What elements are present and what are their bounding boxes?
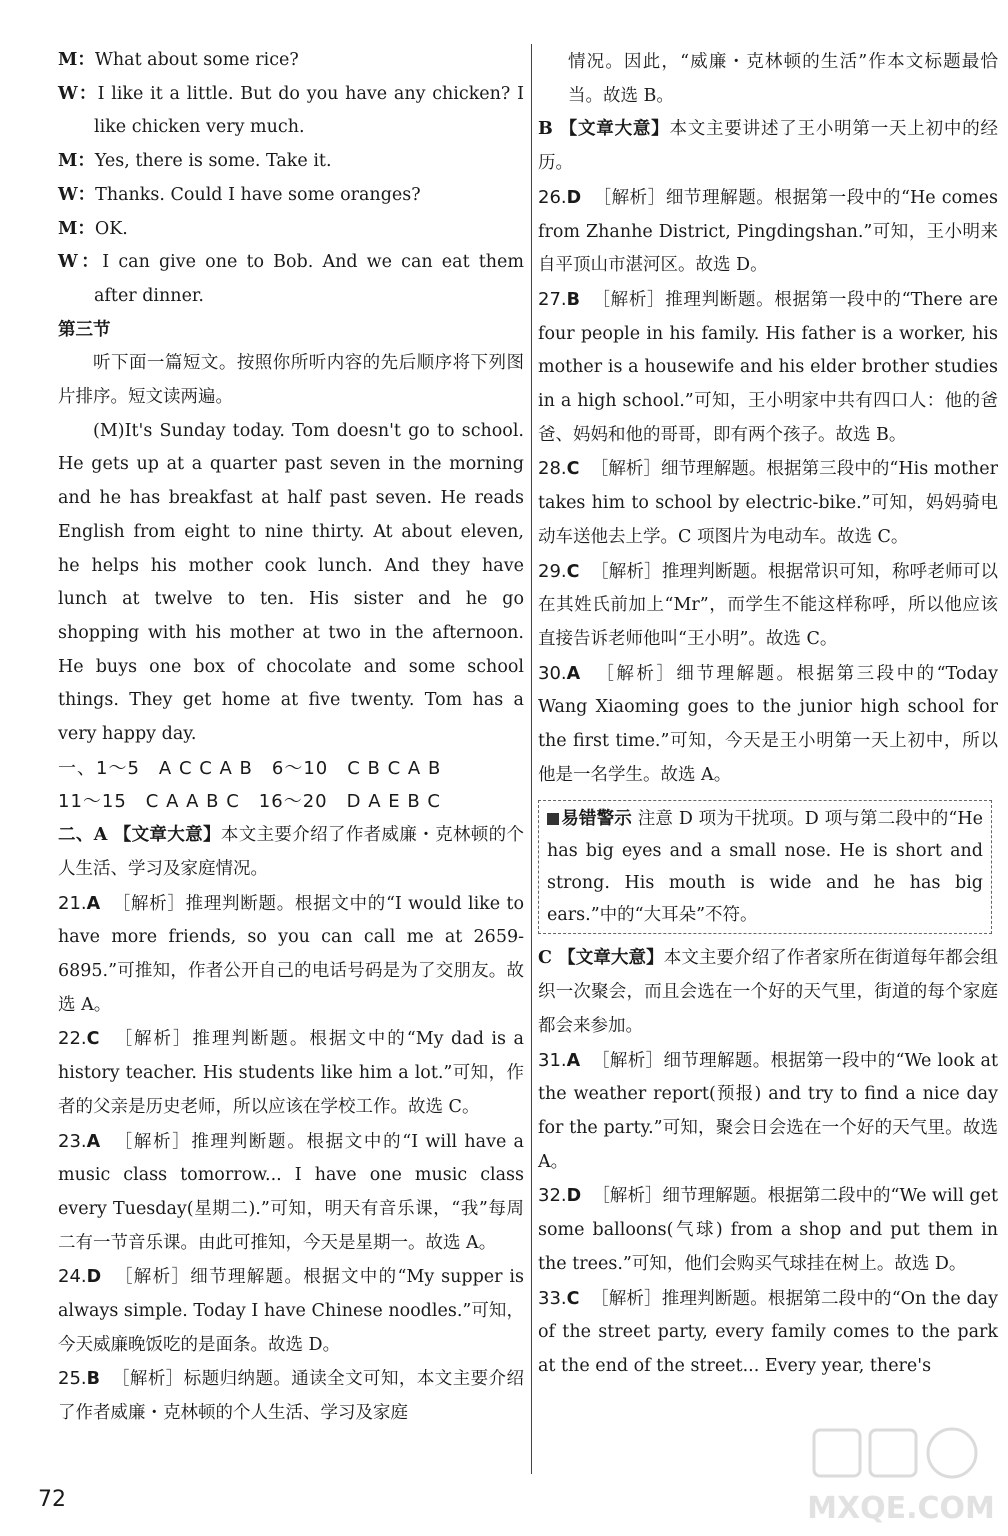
item-explanation: ［解析］推理判断题。根据文中的“My dad is a history teacher. His students like him a lot.”可知，作者的父亲是历史老师，所以应该在学校工作。故选 C。 xyxy=(58,1029,524,1117)
item-25-continued: 情况。因此，“威廉・克林顿的生活”作本文标题最恰当。故选 B。 xyxy=(568,52,998,106)
answer-item xyxy=(538,1282,998,1384)
answer-item xyxy=(58,1362,524,1430)
watermark-text: MXQE.COM xyxy=(807,1491,995,1526)
section3-instructions: 听下面一篇短文。按照你所听内容的先后顺序将下列图片排序。短文读两遍。 xyxy=(58,353,524,408)
dialogue-text: OK. xyxy=(94,218,128,239)
dialogue-text: Yes, there is some. Take it. xyxy=(94,151,332,172)
item-number: 30. xyxy=(538,662,567,684)
warning-icon xyxy=(547,813,559,825)
item-number: 25. xyxy=(58,1368,87,1390)
column-divider xyxy=(531,44,532,1474)
answer-item xyxy=(538,657,998,793)
answer-item xyxy=(538,555,998,657)
site-watermark-logo xyxy=(806,1422,996,1532)
item-answer: C xyxy=(566,1288,580,1309)
item-number: 28. xyxy=(538,458,567,480)
item-explanation: ［解析］标题归纳题。通读全文可知，本文主要介绍了作者威廉・克林顿的个人生活、学习及家庭 xyxy=(58,1369,524,1424)
item-explanation: ［解析］推理判断题。根据第二段中的“On the day of the street party, every family comes to the park at the end of the street... Every year, there's xyxy=(538,1288,998,1376)
part2-b-summary xyxy=(538,113,998,180)
item-answer: C xyxy=(566,561,580,582)
answers-line-1: 一、1～5 A C C A B 6～10 C B C A B xyxy=(58,757,442,779)
part2-c-text: 本文主要介绍了作者家所在街道每年都会组织一次聚会，而且会选在一个好的天气里，街道的每个家庭都会来参加。 xyxy=(538,948,998,1036)
answer-item xyxy=(538,1179,998,1281)
item-number: 23. xyxy=(58,1130,87,1152)
part2-a-text: 本文主要介绍了作者威廉・克林顿的个人生活、学习及家庭情况。 xyxy=(58,825,525,879)
item-answer: A xyxy=(86,893,101,914)
part2-a-heading: 二、A 【文章大意】 xyxy=(58,825,221,846)
item-explanation: ［解析］推理判断题。根据文中的“I will have a music class tomorrow... I have one music class every Tuesday(星期二).”可知，明天有音乐课，“我”每周二有一节音乐课。由此可推知，今天是星期一。故选 A。 xyxy=(58,1131,524,1253)
section3-title: 第三节 xyxy=(58,319,111,340)
item-number: 22. xyxy=(58,1028,87,1050)
item-number: 27. xyxy=(538,288,567,310)
item-explanation: ［解析］细节理解题。根据第二段中的“We will get some balloons(气球) from a shop and put them in the trees.”可知，他们会购买气球挂在树上。故选 D。 xyxy=(538,1186,998,1274)
item-answer: D xyxy=(86,1267,102,1288)
item-explanation: ［解析］细节理解题。根据第三段中的“His mother takes him to school by electric-bike.”可知，妈妈骑电动车送他去上学。C 项图片为电动车。故选 C。 xyxy=(538,459,998,547)
dialogue-line xyxy=(58,246,524,313)
answer-item xyxy=(58,1125,524,1261)
item-number: 29. xyxy=(538,560,567,582)
page-number: 72 xyxy=(38,1487,66,1512)
item-answer: A xyxy=(86,1131,101,1152)
item-number: 24. xyxy=(58,1266,87,1288)
answer-item xyxy=(538,452,998,554)
item-answer: B xyxy=(86,1369,100,1390)
speaker-label: M： xyxy=(58,218,95,239)
item-answer: C xyxy=(566,459,580,480)
section3-passage: (M)It's Sunday today. Tom doesn't go to school. He gets up at a quarter past seven in the morning and he has breakfast at half past seven. He reads English from eight to nine thirty. At about eleven, he helps his mother cook lunch. And they have lunch at twelve to ten. His sister and he go shopping with his mother at two in the afternoon. He buys one box of chocolate and some school things. They get home at five twenty. Tom has a very happy day. xyxy=(58,420,524,745)
dialogue-line xyxy=(58,179,524,213)
left-column xyxy=(58,44,524,1431)
answer-item xyxy=(538,283,998,453)
part2-c-heading: C 【文章大意】 xyxy=(538,948,664,969)
warning-label: 易错警示 xyxy=(561,809,632,830)
part2-c-summary xyxy=(538,942,998,1043)
item-answer: A xyxy=(566,663,581,684)
dialogue-line xyxy=(58,145,524,179)
item-number: 31. xyxy=(538,1049,567,1071)
item-answer: A xyxy=(566,1050,581,1071)
speaker-label: W： xyxy=(58,252,103,273)
dialogue-line xyxy=(58,213,524,247)
item-explanation: ［解析］细节理解题。根据第一段中的“He comes from Zhanhe District, Pingdingshan.”可知，王小明来自平顶山市湛河区。故选 D。 xyxy=(538,187,998,276)
answers-line-2: 11～15 C A A B C 16～20 D A E B C xyxy=(58,791,441,813)
answer-item xyxy=(538,181,998,283)
item-explanation: ［解析］细节理解题。根据文中的“My supper is always simple. Today I have Chinese noodles.”可知，今天威廉晚饭吃的是面条。故选 D。 xyxy=(58,1267,524,1355)
item-answer: D xyxy=(566,1186,582,1207)
item-number: 26. xyxy=(538,186,567,208)
speaker-label: W： xyxy=(58,83,98,104)
item-explanation: ［解析］细节理解题。根据第三段中的“Today Wang Xiaoming goes to the junior high school for the first time.”可知，今天是王小明第一天上初中，所以他是一名学生。故选 A。 xyxy=(538,663,998,785)
dialogue-line xyxy=(58,78,524,145)
item-number: 32. xyxy=(538,1185,567,1207)
warning-text: 注意 D 项为干扰项。D 项与第二段中的“He has big eyes and a small nose. He is short and strong. His mouth is wide and he has big ears.”中的“大耳朵”不符。 xyxy=(547,809,983,926)
answer-item xyxy=(58,1022,524,1124)
dialogue-line xyxy=(58,44,524,78)
answer-item xyxy=(538,1044,998,1180)
item-explanation: ［解析］推理判断题。根据第一段中的“There are four people in his family. His father is a worker, his mother is a housewife and his elder brother studies in a high school.”可知，王小明家中共有四口人：他的爸爸、妈妈和他的哥哥，即有两个孩子。故选 B。 xyxy=(538,289,998,445)
dialogue-text: I can give one to Bob. And we can eat them after dinner. xyxy=(94,252,524,306)
dialogue-text: I like it a little. But do you have any chicken? I like chicken very much. xyxy=(94,83,524,138)
item-explanation: ［解析］推理判断题。根据文中的“I would like to have more friends, so you can call me at 2659-6895.”可推知，作者公开自己的电话号码是为了交朋友。故选 A。 xyxy=(58,893,524,1015)
item-explanation: ［解析］推理判断题。根据常识可知，称呼老师可以在其姓氏前加上“Mr”，而学生不能这样称呼，所以他应该直接告诉老师他叫“王小明”。故选 C。 xyxy=(538,561,998,649)
item-explanation: ［解析］细节理解题。根据第一段中的“We look at the weather report(预报) and try to find a nice day for the party.”可知，聚会日会选在一个好的天气里。故选 A。 xyxy=(538,1050,998,1172)
answer-item xyxy=(58,887,524,1023)
dialogue-text: Thanks. Could I have some oranges? xyxy=(95,184,421,205)
part2-a-summary xyxy=(58,819,524,886)
item-number: 33. xyxy=(538,1287,567,1309)
error-warning-box xyxy=(538,800,992,934)
part2-b-heading: B 【文章大意】 xyxy=(538,119,670,140)
item-answer: D xyxy=(566,187,582,208)
speaker-label: W： xyxy=(58,184,96,205)
item-answer: B xyxy=(566,289,580,310)
item-number: 21. xyxy=(58,892,87,914)
right-column xyxy=(538,46,998,1384)
part2-b-text: 本文主要讲述了王小明第一天上初中的经历。 xyxy=(538,119,999,174)
item-answer: C xyxy=(86,1029,100,1050)
answer-item xyxy=(58,1260,524,1362)
dialogue-text: What about some rice? xyxy=(94,50,299,70)
speaker-label: M： xyxy=(58,151,95,172)
speaker-label: M： xyxy=(58,50,95,70)
